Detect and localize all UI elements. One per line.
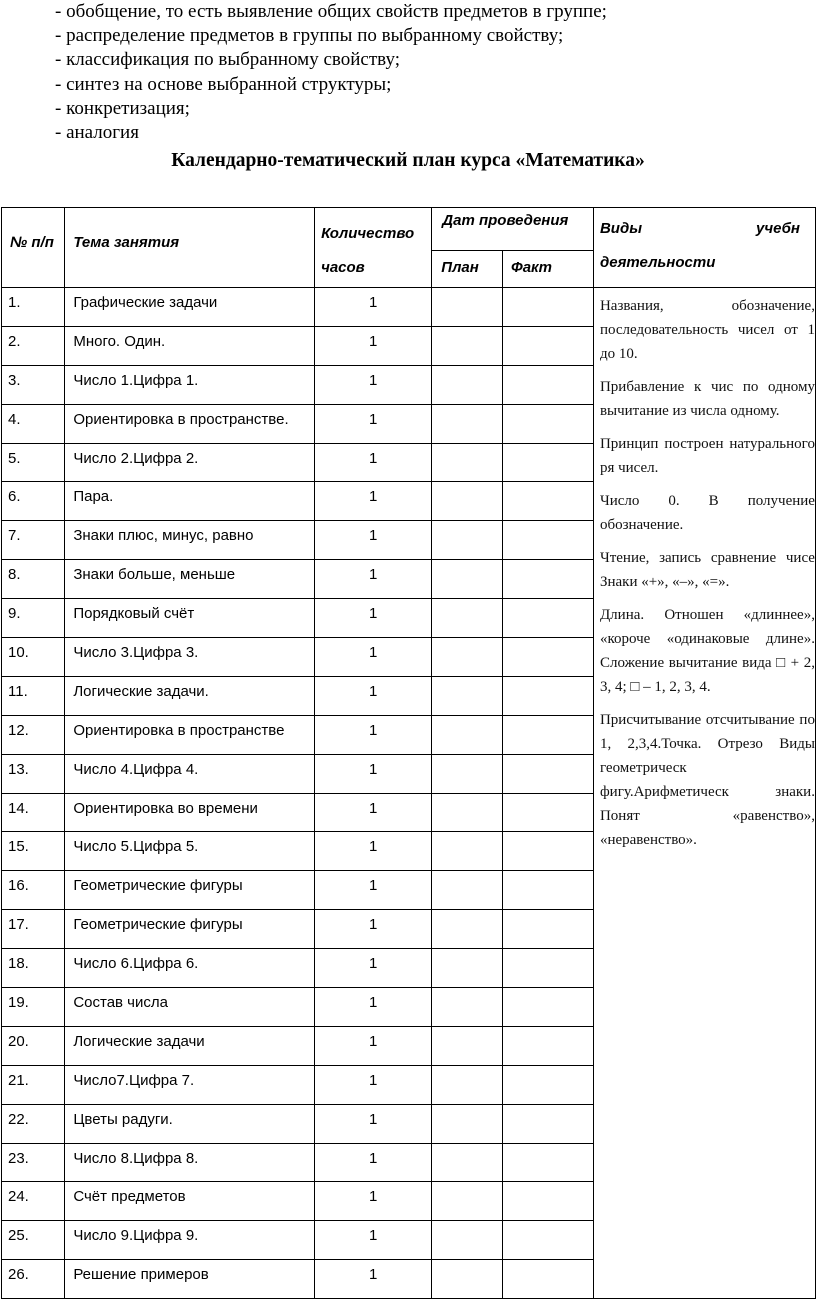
row-number: 16. (2, 871, 65, 910)
row-hours: 1 (315, 988, 432, 1027)
row-hours: 1 (315, 1182, 432, 1221)
row-number: 10. (2, 638, 65, 677)
activity-paragraph: Принцип построен натурального ря чисел. (599, 436, 815, 476)
row-hours: 1 (315, 832, 432, 871)
row-topic: Графические задачи (65, 288, 315, 327)
row-plan-date (432, 1221, 503, 1260)
row-fact-date (503, 443, 594, 482)
header-plan: План (432, 251, 503, 288)
row-fact-date (503, 832, 594, 871)
row-number: 7. (2, 521, 65, 560)
list-item: - конкретизация; (55, 97, 190, 119)
header-fact: Факт (503, 251, 594, 288)
row-plan-date (432, 599, 503, 638)
row-number: 5. (2, 443, 65, 482)
row-number: 22. (2, 1104, 65, 1143)
row-topic: Число 1.Цифра 1. (65, 365, 315, 404)
row-fact-date (503, 1260, 594, 1299)
method-list (55, 0, 815, 145)
row-hours: 1 (315, 521, 432, 560)
page-title: Календарно-тематический план курса «Математика» (171, 150, 645, 171)
row-plan-date (432, 1104, 503, 1143)
row-number: 25. (2, 1221, 65, 1260)
row-number: 11. (2, 676, 65, 715)
list-item: - синтез на основе выбранной структуры; (55, 73, 392, 95)
row-plan-date (432, 949, 503, 988)
header-dates: Дат проведения (432, 208, 594, 251)
row-fact-date (503, 949, 594, 988)
row-fact-date (503, 599, 594, 638)
row-topic: Число 8.Цифра 8. (65, 1143, 315, 1182)
row-hours: 1 (315, 1143, 432, 1182)
row-hours: 1 (315, 443, 432, 482)
list-item: - обобщение, то есть выявление общих свойств предметов в группе; (55, 1, 607, 22)
row-number: 3. (2, 365, 65, 404)
row-plan-date (432, 560, 503, 599)
activity-paragraph: Присчитывание отсчитывание по 1, 2,3,4.Точка. Отрезо Виды геометрическ фигу.Арифметическ знаки. Понят «равенство», «неравенство». (599, 712, 815, 848)
header-activities-word: деятельности (599, 254, 716, 271)
row-topic: Число 6.Цифра 6. (65, 949, 315, 988)
row-topic: Ориентировка в пространстве. (65, 404, 315, 443)
table-row (2, 288, 816, 327)
row-fact-date (503, 715, 594, 754)
row-plan-date (432, 715, 503, 754)
row-number: 18. (2, 949, 65, 988)
row-hours: 1 (315, 482, 432, 521)
row-number: 2. (2, 326, 65, 365)
row-plan-date (432, 754, 503, 793)
row-hours: 1 (315, 949, 432, 988)
row-hours: 1 (315, 754, 432, 793)
activity-paragraph: Чтение, запись сравнение чисе Знаки «+», «–», «=». (599, 550, 815, 590)
row-plan-date (432, 1026, 503, 1065)
row-hours: 1 (315, 638, 432, 677)
header-hours: Количество часов (315, 208, 432, 288)
row-topic: Геометрические фигуры (65, 871, 315, 910)
row-topic: Знаки больше, меньше (65, 560, 315, 599)
row-hours: 1 (315, 871, 432, 910)
row-topic: Логические задачи (65, 1026, 315, 1065)
row-topic: Число 4.Цифра 4. (65, 754, 315, 793)
row-number: 24. (2, 1182, 65, 1221)
row-fact-date (503, 521, 594, 560)
row-fact-date (503, 754, 594, 793)
row-hours: 1 (315, 910, 432, 949)
calendar-plan-table (1, 207, 816, 1299)
header-activities-word: учебн (755, 220, 800, 237)
row-fact-date (503, 1104, 594, 1143)
row-hours: 1 (315, 560, 432, 599)
row-topic: Цветы радуги. (65, 1104, 315, 1143)
row-topic: Ориентировка в пространстве (65, 715, 315, 754)
row-number: 13. (2, 754, 65, 793)
row-topic: Логические задачи. (65, 676, 315, 715)
row-topic: Много. Один. (65, 326, 315, 365)
row-hours: 1 (315, 793, 432, 832)
row-number: 21. (2, 1065, 65, 1104)
row-topic: Геометрические фигуры (65, 910, 315, 949)
row-plan-date (432, 482, 503, 521)
row-number: 14. (2, 793, 65, 832)
row-hours: 1 (315, 1221, 432, 1260)
row-topic: Решение примеров (65, 1260, 315, 1299)
activity-paragraph: Число 0. В получение обозначение. (599, 493, 815, 533)
row-plan-date (432, 365, 503, 404)
row-plan-date (432, 676, 503, 715)
row-number: 1. (2, 288, 65, 327)
header-topic: Тема занятия (65, 208, 315, 288)
row-number: 26. (2, 1260, 65, 1299)
row-number: 19. (2, 988, 65, 1027)
header-number: № п/п (2, 208, 65, 288)
activity-paragraph: Длина. Отношен «длиннее», «короче «одинаковые длине». Сложение вычитание вида □ + 2, 3, 4; □ – 1, 2, 3, 4. (599, 607, 815, 695)
row-hours: 1 (315, 715, 432, 754)
row-hours: 1 (315, 365, 432, 404)
row-topic: Число 5.Цифра 5. (65, 832, 315, 871)
row-hours: 1 (315, 404, 432, 443)
row-plan-date (432, 288, 503, 327)
row-fact-date (503, 365, 594, 404)
row-plan-date (432, 1143, 503, 1182)
row-fact-date (503, 326, 594, 365)
row-topic: Число7.Цифра 7. (65, 1065, 315, 1104)
activity-paragraph: Названия, обозначение, последовательность чисел от 1 до 10. (599, 298, 815, 362)
row-hours: 1 (315, 599, 432, 638)
row-plan-date (432, 988, 503, 1027)
row-fact-date (503, 871, 594, 910)
row-hours: 1 (315, 1065, 432, 1104)
row-fact-date (503, 1182, 594, 1221)
row-fact-date (503, 1065, 594, 1104)
row-number: 6. (2, 482, 65, 521)
row-plan-date (432, 910, 503, 949)
row-plan-date (432, 326, 503, 365)
row-plan-date (432, 832, 503, 871)
row-topic: Счёт предметов (65, 1182, 315, 1221)
header-activities-word: Виды (599, 220, 643, 237)
row-number: 8. (2, 560, 65, 599)
row-hours: 1 (315, 1260, 432, 1299)
row-fact-date (503, 638, 594, 677)
row-plan-date (432, 638, 503, 677)
row-number: 17. (2, 910, 65, 949)
row-plan-date (432, 1260, 503, 1299)
row-plan-date (432, 1065, 503, 1104)
row-hours: 1 (315, 1026, 432, 1065)
row-plan-date (432, 404, 503, 443)
row-fact-date (503, 404, 594, 443)
row-hours: 1 (315, 326, 432, 365)
row-fact-date (503, 1026, 594, 1065)
row-hours: 1 (315, 1104, 432, 1143)
row-topic: Ориентировка во времени (65, 793, 315, 832)
row-hours: 1 (315, 676, 432, 715)
row-number: 12. (2, 715, 65, 754)
row-plan-date (432, 1182, 503, 1221)
row-topic: Порядковый счёт (65, 599, 315, 638)
row-fact-date (503, 1143, 594, 1182)
row-plan-date (432, 521, 503, 560)
row-hours: 1 (315, 288, 432, 327)
row-topic: Знаки плюс, минус, равно (65, 521, 315, 560)
row-plan-date (432, 793, 503, 832)
row-plan-date (432, 871, 503, 910)
row-number: 23. (2, 1143, 65, 1182)
row-number: 15. (2, 832, 65, 871)
activity-paragraph: Прибавление к чис по одному вычитание из числа одному. (599, 379, 815, 419)
list-item: - распределение предметов в группы по выбранному свойству; (55, 25, 564, 47)
row-number: 20. (2, 1026, 65, 1065)
row-fact-date (503, 676, 594, 715)
row-topic: Пара. (65, 482, 315, 521)
row-fact-date (503, 288, 594, 327)
row-fact-date (503, 793, 594, 832)
row-number: 9. (2, 599, 65, 638)
row-topic: Число 3.Цифра 3. (65, 638, 315, 677)
row-fact-date (503, 560, 594, 599)
row-fact-date (503, 988, 594, 1027)
row-topic: Число 2.Цифра 2. (65, 443, 315, 482)
row-plan-date (432, 443, 503, 482)
list-item: - аналогия (55, 122, 139, 144)
row-topic: Число 9.Цифра 9. (65, 1221, 315, 1260)
list-item: - классификация по выбранному свойству; (55, 49, 400, 71)
row-number: 4. (2, 404, 65, 443)
row-fact-date (503, 1221, 594, 1260)
row-fact-date (503, 910, 594, 949)
row-topic: Состав числа (65, 988, 315, 1027)
header-activities (593, 208, 815, 288)
row-fact-date (503, 482, 594, 521)
